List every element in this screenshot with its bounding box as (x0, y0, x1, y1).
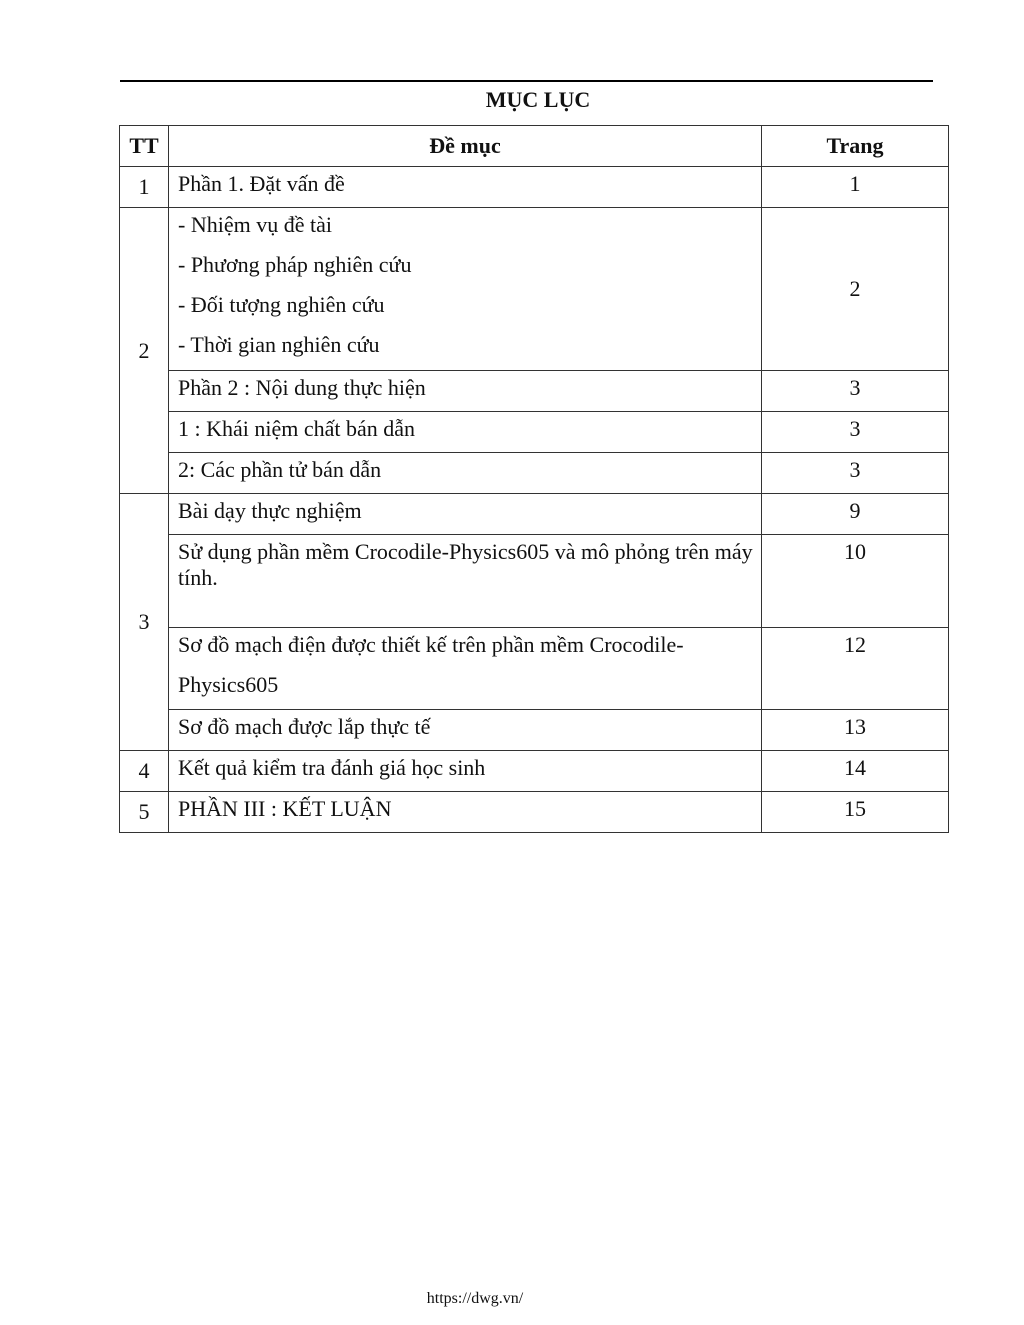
toc-entry: 2: Các phần tử bán dẫn (169, 453, 762, 494)
toc-entry: Bài dạy thực nghiệm (169, 494, 762, 535)
header-rule (120, 80, 933, 82)
table-row (120, 792, 949, 833)
toc-entry-line: - Thời gian nghiên cứu (178, 332, 380, 357)
toc-entry: 1 : Khái niệm chất bán dẫn (169, 412, 762, 453)
page-number: 9 (762, 494, 949, 535)
page-number: 13 (762, 710, 949, 751)
page-number: 3 (762, 453, 949, 494)
toc-entry-line: Sơ đồ mạch điện được thiết kế trên phần mềm Crocodile- (178, 632, 684, 657)
row-number: 4 (120, 751, 169, 792)
toc-entry: Kết quả kiểm tra đánh giá học sinh (169, 751, 762, 792)
toc-entry-line: - Đối tượng nghiên cứu (178, 292, 385, 317)
toc-entry-line: - Phương pháp nghiên cứu (178, 252, 412, 277)
table-row (120, 710, 949, 751)
page-number: 10 (762, 535, 949, 628)
page-number: 3 (762, 371, 949, 412)
page-number: 14 (762, 751, 949, 792)
table-of-contents (119, 125, 949, 833)
toc-entry-line: Physics605 (178, 672, 279, 697)
page-number: 2 (762, 208, 949, 371)
page-number: 1 (762, 167, 949, 208)
toc-entry: Sơ đồ mạch được lắp thực tế (169, 710, 762, 751)
row-number: 3 (120, 494, 169, 751)
page-number: 12 (762, 628, 949, 710)
table-row (120, 535, 949, 628)
row-number: 2 (120, 208, 169, 494)
table-row (120, 371, 949, 412)
row-number: 5 (120, 792, 169, 833)
header-page: Trang (762, 126, 949, 167)
toc-entry-group (169, 628, 762, 710)
toc-entry: PHẦN III : KẾT LUẬN (169, 792, 762, 833)
toc-entry: Phần 2 : Nội dung thực hiện (169, 371, 762, 412)
table-row (120, 628, 949, 710)
table-row (120, 494, 949, 535)
page-number: 15 (762, 792, 949, 833)
table-row (120, 453, 949, 494)
toc-entry: Phần 1. Đặt vấn đề (169, 167, 762, 208)
table-row (120, 167, 949, 208)
toc-entry: Sử dụng phần mềm Crocodile-Physics605 và mô phỏng trên máy tính. (169, 535, 762, 628)
table-header-row (120, 126, 949, 167)
table-row (120, 208, 949, 371)
toc-entry-line: - Nhiệm vụ đề tài (178, 212, 332, 237)
table-row (120, 412, 949, 453)
footer-url: https://dwg.vn/ (426, 1290, 524, 1307)
row-number: 1 (120, 167, 169, 208)
table-row (120, 751, 949, 792)
toc-entry-group (169, 208, 762, 371)
header-item: Đề mục (169, 126, 762, 167)
header-tt: TT (120, 126, 169, 167)
page-title: MỤC LỤC (485, 87, 591, 112)
page-number: 3 (762, 412, 949, 453)
